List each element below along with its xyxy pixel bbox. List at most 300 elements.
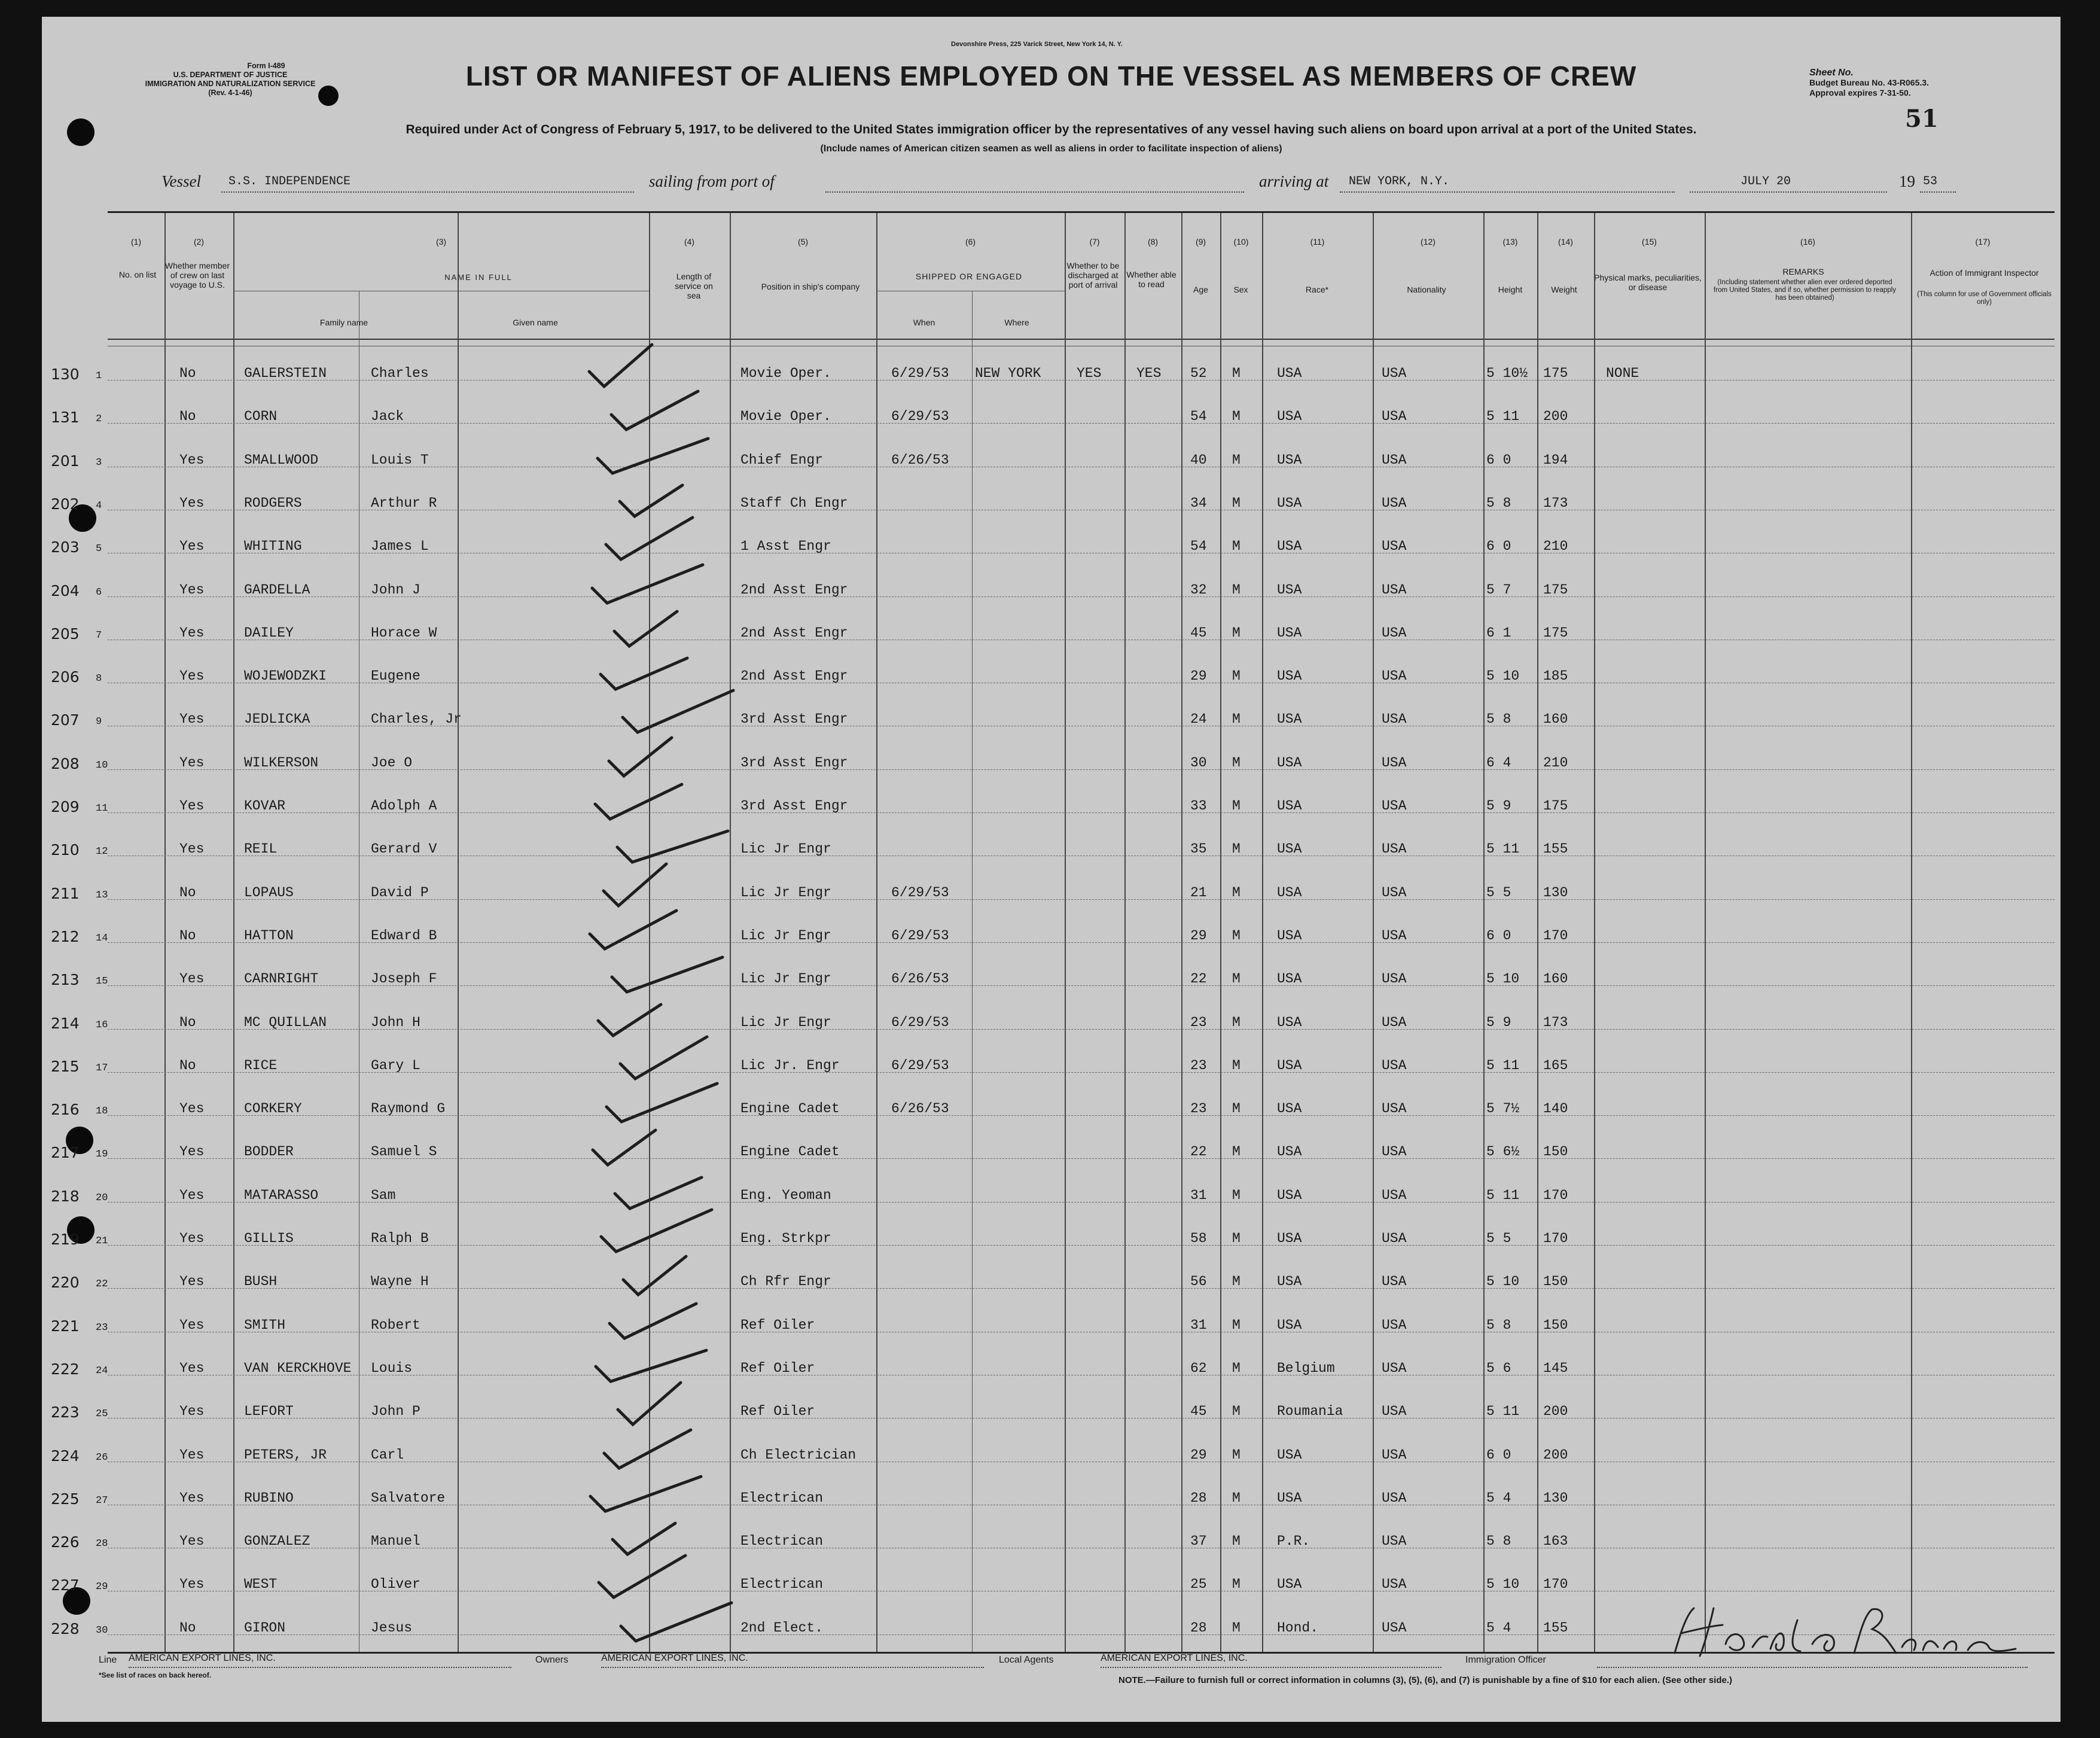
given-name: Sam — [371, 1187, 396, 1203]
nationality: USA — [1382, 1576, 1407, 1593]
last-voyage: Yes — [179, 798, 205, 814]
sex: M — [1232, 1274, 1241, 1290]
form-revision: (Rev. 4-1-46) — [208, 89, 252, 97]
position: Engine Cadet — [740, 1101, 840, 1117]
year-prefix: 19 — [1899, 172, 1915, 190]
voyage-line — [161, 172, 1938, 196]
age: 29 — [1190, 927, 1207, 943]
height: 5 9 — [1486, 798, 1511, 814]
position: Eng. Strkpr — [740, 1231, 831, 1246]
handwritten-seq: 223 — [51, 1404, 80, 1422]
age: 62 — [1190, 1360, 1207, 1376]
row-number: 4 — [96, 500, 102, 512]
position: 3rd Asst Engr — [740, 754, 848, 771]
race: USA — [1277, 884, 1302, 900]
sex: M — [1232, 1490, 1241, 1506]
row-number: 10 — [96, 759, 108, 771]
height: 5 9 — [1486, 1014, 1511, 1030]
nationality: USA — [1382, 971, 1407, 987]
age: 54 — [1190, 409, 1207, 425]
weight: 165 — [1543, 1057, 1568, 1073]
weight: 185 — [1543, 668, 1568, 684]
handwritten-seq: 203 — [51, 538, 80, 556]
row-number: 2 — [96, 413, 102, 425]
races-note: *See list of races on back hereof. — [99, 1671, 212, 1679]
row-number: 21 — [96, 1235, 108, 1247]
column-number: (15) — [1642, 237, 1657, 246]
given-name: John P — [371, 1404, 420, 1420]
nationality: USA — [1382, 1533, 1407, 1550]
family-name: PETERS, JR — [244, 1447, 327, 1463]
table-row — [51, 1057, 2055, 1092]
family-name: MATARASSO — [244, 1187, 319, 1203]
handwritten-seq: 204 — [51, 582, 80, 599]
last-voyage: No — [179, 409, 196, 425]
last-voyage: Yes — [179, 1187, 205, 1203]
given-name: Eugene — [371, 668, 420, 684]
row-number: 15 — [96, 976, 108, 988]
discharged: YES — [1077, 366, 1102, 381]
height: 5 10 — [1486, 971, 1520, 987]
nationality: USA — [1382, 1404, 1407, 1420]
position: Electrican — [740, 1576, 824, 1593]
column-number: (1) — [130, 237, 142, 246]
last-voyage: Yes — [179, 1317, 205, 1333]
column-number: (12) — [1421, 237, 1435, 246]
handwritten-seq: 213 — [51, 971, 80, 989]
height: 5 4 — [1486, 1620, 1511, 1636]
given-name: Wayne H — [371, 1274, 429, 1290]
nationality: USA — [1382, 1014, 1407, 1030]
family-name: WEST — [244, 1576, 278, 1593]
weight: 160 — [1543, 971, 1568, 987]
hdr-when: When — [913, 318, 935, 327]
position: Lic Jr Engr — [740, 841, 831, 857]
handwritten-seq: 218 — [51, 1187, 80, 1205]
table-row — [51, 1101, 2055, 1136]
handwritten-seq: 206 — [51, 668, 80, 686]
height: 5 11 — [1486, 841, 1520, 857]
sex: M — [1232, 582, 1241, 598]
shipped-where: NEW YORK — [975, 366, 1041, 381]
age: 34 — [1190, 495, 1207, 511]
column-number: (3) — [435, 237, 447, 246]
race: USA — [1277, 538, 1302, 555]
given-name: Louis — [371, 1360, 413, 1376]
race: USA — [1277, 1144, 1302, 1160]
weight: 140 — [1543, 1101, 1568, 1117]
race: USA — [1277, 1576, 1302, 1593]
form-number: Form I-489 — [247, 62, 285, 70]
family-name: GALERSTEIN — [244, 366, 327, 381]
table-row — [51, 971, 2055, 1006]
nationality: USA — [1382, 1101, 1407, 1117]
row-number: 5 — [96, 543, 102, 555]
family-name: GARDELLA — [244, 582, 310, 598]
given-name: Charles, Jr — [371, 711, 462, 728]
given-name: Adolph A — [371, 798, 437, 814]
row-number: 1 — [96, 370, 102, 382]
handwritten-seq: 209 — [51, 798, 80, 815]
sex: M — [1232, 452, 1241, 468]
weight: 163 — [1543, 1533, 1568, 1550]
race: USA — [1277, 409, 1302, 425]
age: 21 — [1190, 884, 1207, 900]
race: USA — [1277, 1014, 1302, 1030]
height: 5 11 — [1486, 1057, 1520, 1073]
form-service: IMMIGRATION AND NATURALIZATION SERVICE — [145, 80, 316, 88]
shipped-when: 6/29/53 — [891, 884, 949, 900]
age: 45 — [1190, 1404, 1207, 1420]
weight: 130 — [1543, 884, 1568, 900]
requirement-text: Required under Act of Congress of February 5, 1917, to be delivered to the United States immigration officer by the representatives of any vessel having such aliens on board upon arrival at a port of the United States. — [406, 123, 1697, 136]
table-row — [51, 1490, 2055, 1525]
nationality: USA — [1382, 582, 1407, 598]
shipped-when: 6/29/53 — [891, 366, 949, 381]
family-name: REIL — [244, 841, 278, 857]
weight: 150 — [1543, 1144, 1568, 1160]
row-number: 28 — [96, 1538, 108, 1550]
sex: M — [1232, 409, 1241, 425]
hdr-family-name: Family name — [319, 318, 368, 327]
height: 5 8 — [1486, 495, 1511, 511]
weight: 155 — [1543, 841, 1568, 857]
row-number: 30 — [96, 1624, 108, 1636]
sex: M — [1232, 668, 1241, 684]
family-name: WOJEWODZKI — [244, 668, 327, 684]
nationality: USA — [1382, 366, 1407, 381]
last-voyage: Yes — [179, 452, 205, 468]
given-name: Charles — [371, 366, 429, 381]
column-number: (7) — [1089, 237, 1100, 246]
arrival-date: JULY 20 — [1741, 175, 1791, 188]
height: 6 4 — [1486, 754, 1511, 771]
shipped-when: 6/26/53 — [891, 971, 949, 987]
family-name: WILKERSON — [244, 754, 319, 771]
given-name: Jack — [371, 409, 404, 425]
shipped-when: 6/26/53 — [891, 1101, 949, 1117]
family-name: BODDER — [244, 1144, 294, 1160]
weight: 130 — [1543, 1490, 1568, 1506]
table-row — [51, 711, 2055, 746]
last-voyage: Yes — [179, 1533, 205, 1550]
last-voyage: Yes — [179, 711, 205, 728]
race: USA — [1277, 1447, 1302, 1463]
shipped-when: 6/26/53 — [891, 452, 949, 468]
column-number: (10) — [1233, 237, 1249, 246]
hdr-height: Height — [1498, 285, 1523, 294]
age: 28 — [1190, 1620, 1207, 1636]
position: 3rd Asst Engr — [740, 711, 848, 728]
position: Electrican — [740, 1490, 824, 1506]
family-name: RICE — [244, 1057, 278, 1073]
age: 23 — [1190, 1101, 1207, 1117]
position: Movie Oper. — [740, 409, 831, 425]
position: Electrican — [740, 1533, 824, 1550]
age: 23 — [1190, 1057, 1207, 1073]
family-name: CARNRIGHT — [244, 971, 319, 987]
able-read: YES — [1136, 366, 1162, 381]
weight: 150 — [1543, 1274, 1568, 1290]
sex: M — [1232, 971, 1241, 987]
manifest-sheet — [42, 17, 2061, 1722]
age: 31 — [1190, 1187, 1207, 1203]
last-voyage: No — [179, 884, 196, 900]
vessel-name: S.S. INDEPENDENCE — [228, 175, 351, 188]
age: 35 — [1190, 841, 1207, 857]
table-row — [51, 409, 2055, 443]
nationality: USA — [1382, 409, 1407, 425]
column-number: (9) — [1195, 237, 1206, 246]
age: 29 — [1190, 1447, 1207, 1463]
table-row — [51, 538, 2055, 573]
weight: 175 — [1543, 366, 1568, 381]
footer-agents-label: Local Agents — [999, 1655, 1054, 1665]
race: Hond. — [1277, 1620, 1319, 1636]
row-number: 29 — [96, 1581, 108, 1593]
given-name: Arthur R — [371, 495, 437, 511]
sex: M — [1232, 1101, 1241, 1117]
height: 6 0 — [1486, 452, 1511, 468]
nationality: USA — [1382, 1231, 1407, 1246]
weight: 175 — [1543, 582, 1568, 598]
position: Lic Jr Engr — [740, 1014, 831, 1030]
sex: M — [1232, 711, 1241, 728]
table-row — [51, 884, 2055, 920]
sex: M — [1232, 1533, 1241, 1550]
weight: 175 — [1543, 625, 1568, 641]
age: 28 — [1190, 1490, 1207, 1506]
race: USA — [1277, 452, 1302, 468]
table-row — [51, 1014, 2055, 1049]
handwritten-seq: 221 — [51, 1317, 80, 1335]
family-name: GILLIS — [244, 1231, 294, 1246]
handwritten-seq: 212 — [51, 927, 80, 945]
handwritten-seq: 130 — [51, 366, 80, 383]
age: 22 — [1190, 971, 1207, 987]
hdr-weight: Weight — [1551, 285, 1577, 294]
age: 52 — [1190, 366, 1207, 381]
footer-line-label: Line — [99, 1655, 117, 1665]
arriving-label: arriving at — [1259, 172, 1329, 190]
age: 40 — [1190, 452, 1207, 468]
position: 2nd Asst Engr — [740, 668, 848, 684]
column-number: (4) — [684, 237, 695, 246]
table-row — [51, 754, 2055, 790]
given-name: Carl — [371, 1447, 404, 1463]
table-row — [51, 927, 2055, 963]
sex: M — [1232, 1317, 1241, 1333]
nationality: USA — [1382, 1317, 1407, 1333]
weight: 200 — [1543, 409, 1568, 425]
handwritten-seq: 210 — [51, 841, 80, 859]
family-name: RUBINO — [244, 1490, 294, 1506]
race: USA — [1277, 841, 1302, 857]
hdr-age: Age — [1193, 285, 1208, 294]
nationality: USA — [1382, 1490, 1407, 1506]
family-name: HATTON — [244, 927, 294, 943]
last-voyage: Yes — [179, 1144, 205, 1160]
column-number: (5) — [797, 237, 809, 246]
row-number: 19 — [96, 1149, 108, 1161]
nationality: USA — [1382, 711, 1407, 728]
age: 25 — [1190, 1576, 1207, 1593]
given-name: Oliver — [371, 1576, 420, 1593]
position: Lic Jr. Engr — [740, 1057, 840, 1073]
sex: M — [1232, 884, 1241, 900]
fine-note: NOTE.—Failure to furnish full or correct information in columns (3), (5), (6), and (7) is punishable by a fine of $10 for each alien. (See other side.) — [1118, 1675, 1732, 1685]
nationality: USA — [1382, 1187, 1407, 1203]
sheet-info — [1809, 68, 1929, 98]
handwritten-seq: 214 — [51, 1014, 80, 1032]
officer-signature — [1657, 1596, 2028, 1668]
sex: M — [1232, 1360, 1241, 1376]
handwritten-seq: 205 — [51, 625, 80, 643]
nationality: USA — [1382, 495, 1407, 511]
given-name: Edward B — [371, 927, 437, 943]
hdr-remarks: REMARKS — [1782, 267, 1824, 276]
family-name: GIRON — [244, 1620, 286, 1636]
hdr-no-on-list: No. on list — [118, 270, 157, 279]
height: 5 4 — [1486, 1490, 1511, 1506]
weight: 170 — [1543, 1187, 1568, 1203]
weight: 160 — [1543, 711, 1568, 728]
family-name: KOVAR — [244, 798, 286, 814]
hdr-last-voyage: Whether member of crew on last voyage to U.S. — [164, 261, 230, 290]
family-name: WHITING — [244, 538, 302, 555]
nationality: USA — [1382, 538, 1407, 555]
given-name: Ralph B — [371, 1231, 429, 1246]
nationality: USA — [1382, 798, 1407, 814]
age: 45 — [1190, 625, 1207, 641]
handwritten-seq: 202 — [51, 495, 80, 513]
table-row — [51, 495, 2055, 530]
age: 29 — [1190, 668, 1207, 684]
height: 5 7 — [1486, 582, 1511, 598]
hdr-sex: Sex — [1233, 285, 1248, 294]
weight: 150 — [1543, 1317, 1568, 1333]
footer-officer-label: Immigration Officer — [1465, 1655, 1546, 1665]
height: 6 1 — [1486, 625, 1511, 641]
vessel-label: Vessel — [161, 172, 201, 190]
handwritten-seq: 227 — [51, 1576, 80, 1594]
sex: M — [1232, 1057, 1241, 1073]
hdr-given-name: Given name — [513, 318, 558, 327]
position: Ref Oiler — [740, 1360, 815, 1376]
weight: 170 — [1543, 1231, 1568, 1246]
footer-line-value: AMERICAN EXPORT LINES, INC. — [129, 1653, 276, 1663]
hdr-nationality: Nationality — [1407, 285, 1446, 294]
table-row — [51, 625, 2055, 660]
family-name: CORN — [244, 409, 278, 425]
last-voyage: Yes — [179, 625, 205, 641]
position: Ref Oiler — [740, 1317, 815, 1333]
row-number: 17 — [96, 1062, 108, 1074]
race: USA — [1277, 1317, 1302, 1333]
hdr-length-service: Length of service on sea — [675, 272, 713, 300]
weight: 210 — [1543, 754, 1568, 771]
given-name: Raymond G — [371, 1101, 446, 1117]
height: 6 0 — [1486, 1447, 1511, 1463]
hdr-action: Action of Immigrant Inspector — [1930, 268, 2039, 278]
last-voyage: No — [179, 927, 196, 943]
height: 5 8 — [1486, 711, 1511, 728]
check-mark — [618, 1593, 773, 1647]
hdr-remarks-sub: (Including statement whether alien ever ordered deported from United States, and if so, whether permission to reapply has been obtained) — [1714, 279, 1896, 302]
shipped-when: 6/29/53 — [891, 409, 949, 425]
arrival-year: 53 — [1923, 175, 1938, 188]
position: Movie Oper. — [740, 366, 831, 381]
budget-number: Budget Bureau No. 43-R065.3. — [1809, 78, 1929, 87]
position: Chief Engr — [740, 452, 824, 468]
weight: 145 — [1543, 1360, 1568, 1376]
handwritten-seq: 220 — [51, 1274, 80, 1292]
family-name: JEDLICKA — [244, 711, 310, 728]
last-voyage: Yes — [179, 1101, 205, 1117]
row-number: 24 — [96, 1365, 108, 1377]
handwritten-seq: 217 — [51, 1144, 80, 1162]
height: 6 0 — [1486, 927, 1511, 943]
handwritten-seq: 216 — [51, 1101, 80, 1119]
family-name: MC QUILLAN — [244, 1014, 327, 1030]
age: 22 — [1190, 1144, 1207, 1160]
sex: M — [1232, 1187, 1241, 1203]
height: 5 10 — [1486, 1576, 1520, 1593]
height: 5 5 — [1486, 884, 1511, 900]
height: 5 10 — [1486, 1274, 1520, 1290]
position: 1 Asst Engr — [740, 538, 831, 555]
sex: M — [1232, 1404, 1241, 1420]
position: 2nd Asst Engr — [740, 582, 848, 598]
family-name: SMITH — [244, 1317, 286, 1333]
sex: M — [1232, 495, 1241, 511]
last-voyage: Yes — [179, 1360, 205, 1376]
nationality: USA — [1382, 841, 1407, 857]
family-name: CORKERY — [244, 1101, 302, 1117]
height: 5 8 — [1486, 1317, 1511, 1333]
position: Lic Jr Engr — [740, 971, 831, 987]
last-voyage: Yes — [179, 1447, 205, 1463]
height: 5 7½ — [1486, 1101, 1520, 1117]
nationality: USA — [1382, 452, 1407, 468]
nationality: USA — [1382, 1620, 1407, 1636]
weight: 170 — [1543, 1576, 1568, 1593]
column-number: (13) — [1502, 237, 1518, 246]
last-voyage: Yes — [179, 754, 205, 771]
table-row — [51, 1533, 2055, 1568]
hdr-where: Where — [1004, 318, 1029, 327]
handwritten-seq: 207 — [51, 711, 80, 729]
position: 2nd Elect. — [740, 1620, 824, 1636]
row-rule — [108, 1202, 2055, 1203]
table-row — [51, 798, 2055, 833]
weight: 175 — [1543, 798, 1568, 814]
table-row — [51, 1274, 2055, 1308]
column-number: (11) — [1310, 237, 1325, 246]
last-voyage: No — [179, 1057, 196, 1073]
weight: 194 — [1543, 452, 1568, 468]
sex: M — [1232, 754, 1241, 771]
weight: 173 — [1543, 495, 1568, 511]
weight: 200 — [1543, 1447, 1568, 1463]
footer-agents-value: AMERICAN EXPORT LINES, INC. — [1101, 1653, 1248, 1663]
race: USA — [1277, 1490, 1302, 1506]
row-number: 27 — [96, 1495, 108, 1506]
last-voyage: Yes — [179, 1274, 205, 1290]
race: P.R. — [1277, 1533, 1310, 1550]
table-row — [51, 1231, 2055, 1265]
height: 5 5 — [1486, 1231, 1511, 1246]
